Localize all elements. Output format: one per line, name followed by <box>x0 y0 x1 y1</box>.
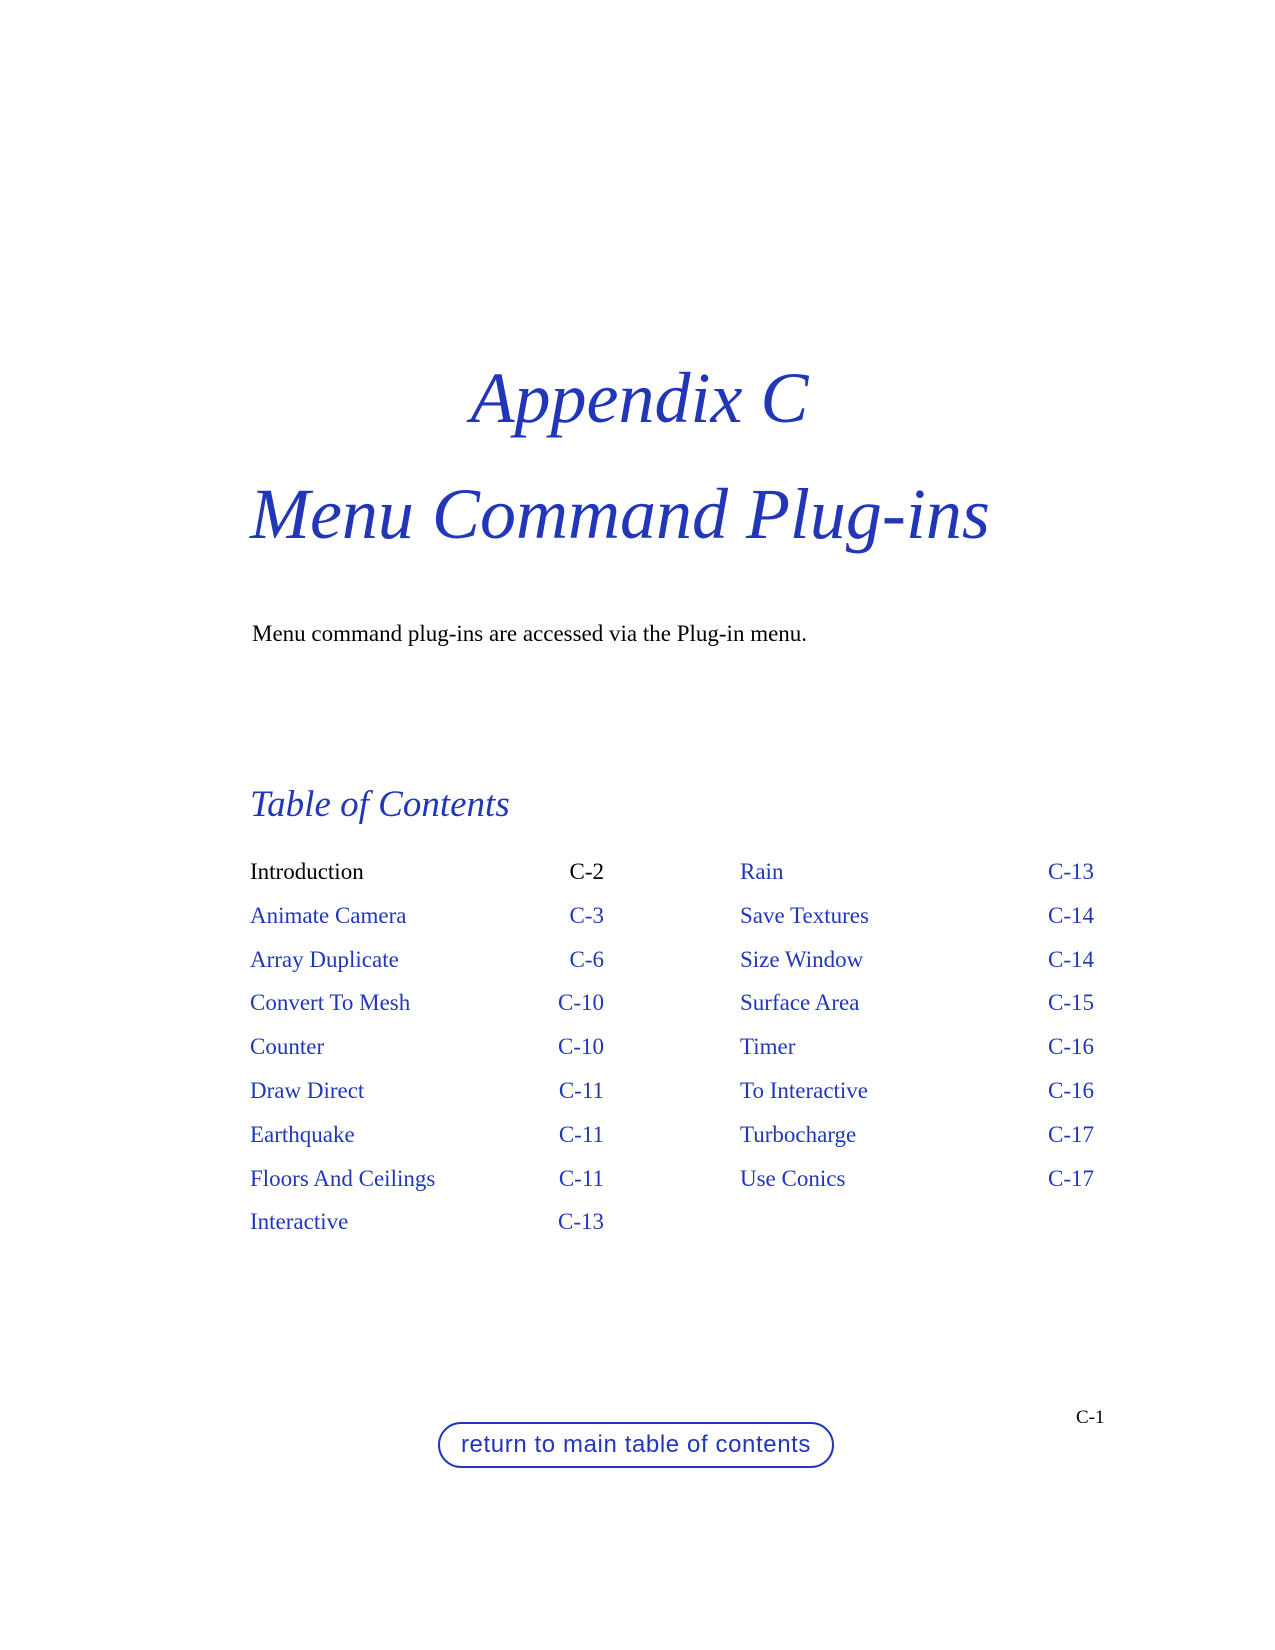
toc-entry-page: C-11 <box>558 1165 604 1191</box>
toc-entry-page: C-11 <box>558 1121 604 1147</box>
toc-entry-label: Earthquake <box>250 1121 355 1147</box>
toc-entry[interactable] <box>740 896 1094 940</box>
toc-entry[interactable] <box>740 1159 1094 1203</box>
toc-entry-label: Array Duplicate <box>250 946 399 972</box>
toc-entry <box>250 852 604 896</box>
toc-entry-page: C-2 <box>569 859 604 884</box>
toc-heading: Table of Contents <box>250 784 510 825</box>
toc-entry-label: Counter <box>250 1034 325 1060</box>
toc-entry[interactable] <box>250 896 604 940</box>
return-to-main-toc-button[interactable]: return to main table of contents <box>438 1422 834 1468</box>
toc-entry[interactable] <box>740 940 1094 984</box>
page-number: C-1 <box>1076 1407 1105 1428</box>
toc-entry-label: Use Conics <box>740 1165 846 1191</box>
toc-entry-label: Interactive <box>250 1209 349 1235</box>
toc-entry-label: Floors And Ceilings <box>250 1165 436 1191</box>
toc-entry[interactable] <box>250 1159 604 1203</box>
toc-entry[interactable] <box>250 1202 604 1246</box>
toc-entry-page: C-17 <box>1048 1165 1094 1191</box>
toc-entry-label: Draw Direct <box>250 1077 365 1103</box>
toc-entry[interactable] <box>250 940 604 984</box>
toc-entry-page: C-16 <box>1048 1034 1094 1060</box>
toc-entry-page: C-10 <box>558 1034 604 1060</box>
toc-entry-page: C-6 <box>569 946 604 972</box>
toc-entry-label: Size Window <box>740 946 864 972</box>
toc-entry-page: C-14 <box>1048 946 1094 972</box>
toc-entry-label: To Interactive <box>740 1077 869 1103</box>
toc-entry-page: C-3 <box>569 902 604 928</box>
toc-entry-page: C-10 <box>558 990 604 1016</box>
toc-entry[interactable] <box>250 1071 604 1115</box>
toc-entry[interactable] <box>740 983 1094 1027</box>
toc-entry[interactable] <box>250 983 604 1027</box>
toc-entry-page: C-14 <box>1048 902 1094 928</box>
toc-entry-label: Convert To Mesh <box>250 990 411 1016</box>
toc-entry-label: Turbocharge <box>740 1121 857 1147</box>
toc-entry-page: C-15 <box>1048 990 1094 1016</box>
toc-entry-label: Timer <box>740 1034 796 1060</box>
toc-entry-label: Rain <box>740 859 784 884</box>
toc-right-column <box>740 852 1094 1202</box>
toc-entry-page: C-17 <box>1048 1121 1094 1147</box>
toc-entry-label: Animate Camera <box>250 902 407 928</box>
toc-entry[interactable] <box>250 1027 604 1071</box>
toc-entry[interactable] <box>740 1071 1094 1115</box>
toc-entry[interactable] <box>250 1115 604 1159</box>
toc-entry[interactable] <box>740 852 1094 896</box>
toc-entry-label: Save Textures <box>740 902 869 928</box>
appendix-title: Appendix C <box>470 358 809 438</box>
intro-paragraph: Menu command plug-ins are accessed via the Plug-in menu. <box>252 621 808 646</box>
toc-entry-page: C-13 <box>1048 859 1094 884</box>
toc-entry-label: Introduction <box>250 859 364 884</box>
toc-entry-page: C-13 <box>558 1209 604 1235</box>
toc-entry-page: C-16 <box>1048 1077 1094 1103</box>
toc-entry-page: C-11 <box>558 1077 604 1103</box>
toc-entry-label: Surface Area <box>740 990 860 1016</box>
toc-entry[interactable] <box>740 1115 1094 1159</box>
chapter-title: Menu Command Plug-ins <box>250 474 990 554</box>
toc-left-column <box>250 852 604 1246</box>
toc-entry[interactable] <box>740 1027 1094 1071</box>
